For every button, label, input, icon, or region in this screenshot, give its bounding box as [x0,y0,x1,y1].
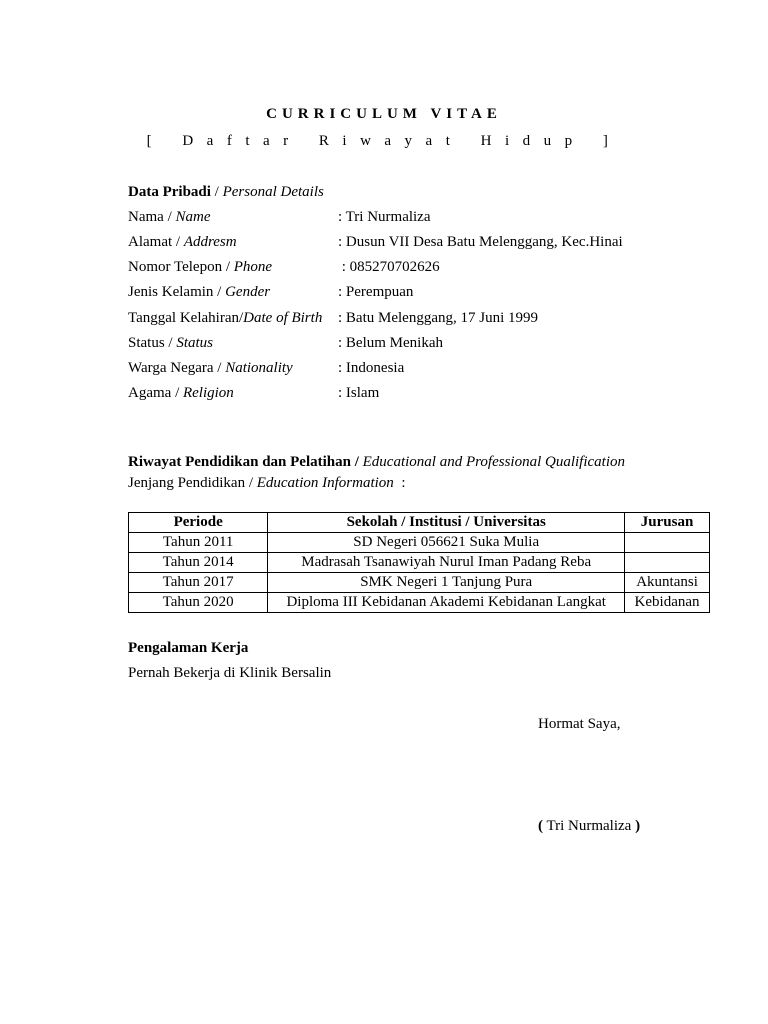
close-paren: ) [635,818,641,834]
work-text: Pernah Bekerja di Klinik Bersalin [128,665,332,681]
row-label-en: Gender [225,284,271,300]
document-title: CURRICULUM VITAE [266,106,502,122]
cell-jurusan [625,533,710,553]
sublabel-suffix: : [393,475,406,491]
row-value: : 085270702626 [338,259,440,275]
closing-greeting: Hormat Saya, [538,716,621,732]
sublabel-text: Jenjang Pendidikan / [128,475,257,491]
row-label-en: Date of Birth [243,310,323,326]
signature-text: Tri Nurmaliza [543,818,636,834]
cell-jurusan: Kebidanan [625,593,710,613]
table-row [129,593,710,613]
row-label: Jenis Kelamin / [128,284,226,300]
heading-italic: Personal Details [222,184,324,200]
table-row [129,573,710,593]
table-row [129,533,710,553]
personal-row-birth [128,310,538,327]
signature-name [538,818,640,835]
row-label: Warga Negara / [128,360,226,376]
column-header-periode: Periode [129,513,268,533]
row-value: : Indonesia [338,360,405,376]
personal-row-name [128,209,431,226]
personal-row-status [128,335,443,352]
cell-sekolah: Diploma III Kebidanan Akademi Kebidanan Langkat [268,593,625,613]
cell-jurusan [625,553,710,573]
cell-jurusan: Akuntansi [625,573,710,593]
cell-sekolah: SD Negeri 056621 Suka Mulia [268,533,625,553]
row-label-en: Addresm [183,234,237,250]
personal-row-nationality [128,360,404,377]
personal-row-gender [128,284,413,301]
heading-separator: / [210,184,223,200]
row-value: : Dusun VII Desa Batu Melenggang, Kec.Hinai [338,234,623,250]
row-label: Agama / [128,385,183,401]
personal-row-phone [128,259,440,276]
row-label-en: Name [175,209,211,225]
cell-periode: Tahun 2014 [129,553,268,573]
row-label-en: Phone [233,259,273,275]
row-value: : Belum Menikah [338,335,443,351]
document-subtitle: [ Daftar Riwayat Hidup ] [146,133,622,149]
row-label: Nama / [128,209,176,225]
cell-sekolah: SMK Negeri 1 Tanjung Pura [268,573,625,593]
education-table [128,512,710,613]
row-label-en: Nationality [225,360,293,376]
row-label-en: Religion [182,385,234,401]
cell-periode: Tahun 2020 [129,593,268,613]
row-value: : Islam [338,385,380,401]
heading-bold: Riwayat Pendidikan dan Pelatihan / [128,454,359,470]
column-header-sekolah: Sekolah / Institusi / Universitas [268,513,625,533]
row-label-en: Status [176,335,214,351]
table-header-row [129,513,710,533]
cell-sekolah: Madrasah Tsanawiyah Nurul Iman Padang Reba [268,553,625,573]
education-sublabel [128,475,405,492]
row-value: : Perempuan [338,284,414,300]
cell-periode: Tahun 2011 [129,533,268,553]
row-value: : Tri Nurmaliza [338,209,431,225]
table-row [129,553,710,573]
work-heading: Pengalaman Kerja [128,640,249,656]
column-header-jurusan: Jurusan [625,513,710,533]
heading-italic: Educational and Professional Qualification [358,454,625,470]
open-paren: ( [538,818,543,834]
row-value: : Batu Melenggang, 17 Juni 1999 [338,310,538,326]
row-label: Alamat / [128,234,184,250]
row-label: Tanggal Kelahiran/ [128,310,244,326]
cell-periode: Tahun 2017 [129,573,268,593]
sublabel-italic: Education Information [256,475,394,491]
row-label: Nomor Telepon / [128,259,234,275]
personal-details-heading [128,184,324,201]
education-heading [128,454,625,471]
heading-bold: Data Pribadi [128,184,211,200]
personal-row-religion [128,385,379,402]
personal-row-address [128,234,623,251]
row-label: Status / [128,335,177,351]
